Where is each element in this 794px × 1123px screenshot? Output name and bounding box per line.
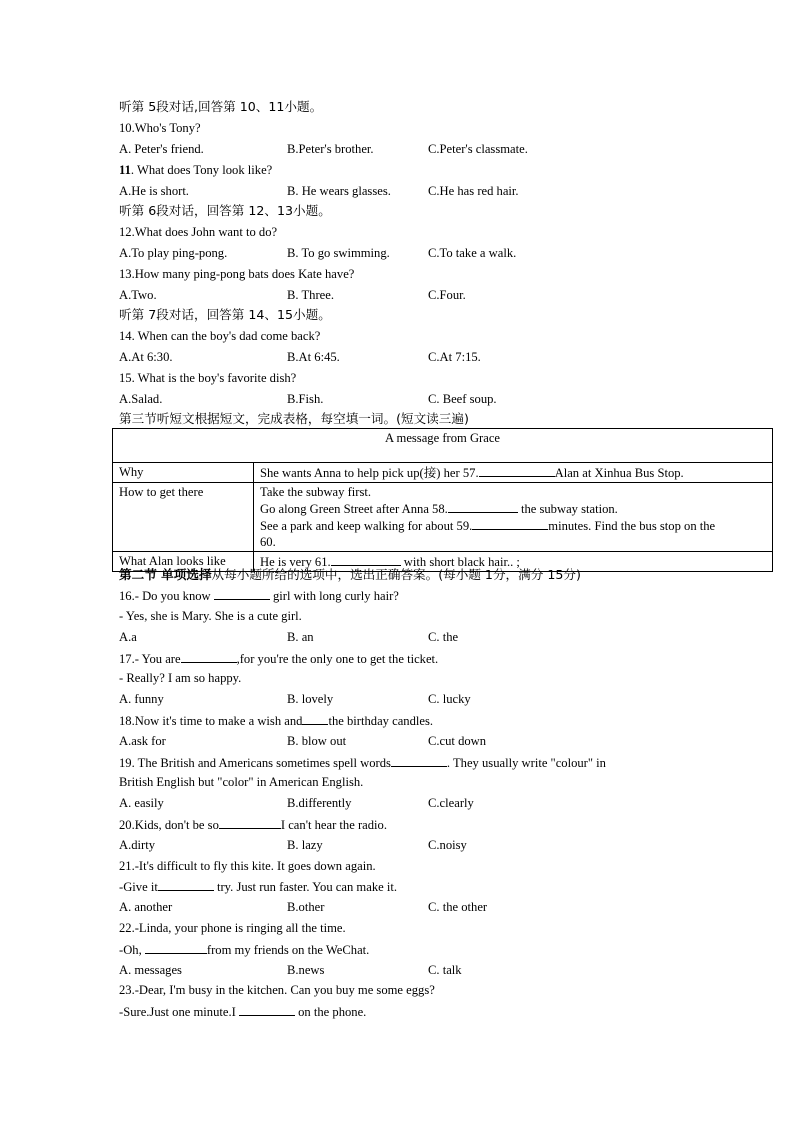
q19-option-a: A. easily [119,796,164,810]
q18-option-b: B. blow out [287,734,347,748]
q14-option-b: B.At 6:45. [287,350,340,364]
q15-option-b: B.Fish. [287,392,324,406]
how-line2-a: Go along Green Street after Anna 58. [260,502,448,516]
q22-option-b: B.news [287,963,325,977]
blank-58[interactable] [448,500,518,513]
q13-option-a: A.Two. [119,288,157,302]
why-text-b: Alan at Xinhua Bus Stop. [554,466,684,480]
blank-57[interactable] [479,464,555,477]
blank-61[interactable] [331,553,401,566]
q17-option-a: A. funny [119,692,164,706]
q17-option-c: C. lucky [428,692,471,706]
q22-question: 22.-Linda, your phone is ringing all the time. [119,921,346,935]
q10-option-a: A. Peter's friend. [119,142,204,156]
how-line3-a: See a park and keep walking for about 59. [260,519,473,533]
q22-reply-b: from my friends on the WeChat. [206,943,370,957]
q11-option-c: C.He has red hair. [428,184,519,198]
listen5-heading: 听第 5段对话,回答第 10、11小题。 [119,99,323,114]
looks-text-b: with short black hair.. ; [400,555,520,569]
how-line-1: Take the subway first. [260,485,372,499]
q23-reply-b: on the phone. [294,1005,367,1019]
section2-heading-bold: 第二节 单项选择 [119,567,212,582]
table-title: A message from Grace [113,429,773,463]
q21-question: 21.-It's difficult to fly this kite. It goes down again. [119,859,376,873]
q19-option-c: C.clearly [428,796,474,810]
blank-59[interactable] [472,517,548,530]
q23-reply [119,1003,366,1020]
q12-option-a: A.To play ping-pong. [119,246,228,260]
q19-question [119,754,606,771]
message-table [112,428,773,572]
q22-reply-a: -Oh, [119,943,145,957]
row-label-looks: What Alan looks like [113,552,254,572]
row-content-how [254,483,773,552]
q11-question [119,162,272,178]
q16-text-a: 16.- Do you know [119,589,214,603]
q21-option-a: A. another [119,900,173,914]
how-line3-b: minutes. Find the bus stop on the [548,519,716,533]
q19-question-cont: British English but "color" in American English. [119,775,364,789]
q16-option-a: A.a [119,630,137,644]
q13-option-b: B. Three. [287,288,334,302]
q23-question: 23.-Dear, I'm busy in the kitchen. Can you buy me some eggs? [119,983,435,997]
q18-option-a: A.ask for [119,734,166,748]
q19-blank[interactable] [391,754,447,767]
listen6-heading: 听第 6段对话，回答第 12、13小题。 [119,203,331,218]
q22-reply [119,941,369,958]
q17-reply: - Really? I am so happy. [119,671,242,685]
q21-reply-a: -Give it [119,880,158,894]
q21-reply [119,878,397,895]
table-row [113,483,773,552]
q21-option-c: C. the other [428,900,488,914]
q16-option-c: C. the [428,630,459,644]
q18-text-b: the birthday candles. [328,714,434,728]
row-content-why [254,463,773,483]
q17-question [119,650,438,667]
q20-text-b: I can't hear the radio. [280,818,387,832]
q11-text: . What does Tony look like? [130,163,273,177]
q13-question: 13.How many ping-pong bats does Kate have? [119,267,355,281]
section2-heading-rest: 从每小题所给的选项中，选出正确答案。(每小题 1分，满分 15分) [211,567,581,582]
q10-question: 10.Who's Tony? [119,121,201,135]
q16-text-b: girl with long curly hair? [269,589,399,603]
q12-question: 12.What does John want to do? [119,225,278,239]
q19-option-b: B.differently [287,796,352,810]
how-line-2 [260,500,766,517]
q19-text-a: 19. The British and Americans sometimes spell words [119,756,391,770]
q18-question [119,712,433,729]
q10-option-b: B.Peter's brother. [287,142,374,156]
q14-option-a: A.At 6:30. [119,350,173,364]
q18-text-a: 18.Now it's time to make a wish and [119,714,303,728]
q15-option-c: C. Beef soup. [428,392,497,406]
q17-option-b: B. lovely [287,692,334,706]
section2-heading [119,567,581,583]
q16-blank[interactable] [214,587,270,600]
q21-reply-b: try. Just run faster. You can make it. [213,880,397,894]
q17-text-a: 17.- You are [119,652,181,666]
q20-option-c: C.noisy [428,838,467,852]
why-text-a: She wants Anna to help pick up(接) her 57. [260,466,479,480]
how-line-3 [260,517,766,534]
q20-text-a: 20.Kids, don't be so [119,818,219,832]
q18-blank[interactable] [302,712,328,725]
q20-blank[interactable] [219,816,281,829]
q20-option-a: A.dirty [119,838,156,852]
how-line-4: 60. [260,535,276,549]
q11-option-a: A.He is short. [119,184,189,198]
q12-option-b: B. To go swimming. [287,246,390,260]
q11-option-b: B. He wears glasses. [287,184,391,198]
q14-question: 14. When can the boy's dad come back? [119,329,321,343]
q20-question [119,816,387,833]
q16-question [119,587,399,604]
table-row [113,429,773,463]
table-row [113,463,773,483]
q21-option-b: B.other [287,900,325,914]
how-line2-b: the subway station. [517,502,618,516]
looks-text-a: He is very 61. [260,555,331,569]
q16-reply: - Yes, she is Mary. She is a cute girl. [119,609,302,623]
q16-option-b: B. an [287,630,314,644]
q21-blank[interactable] [158,878,214,891]
section3-heading: 第三节听短文根据短文，完成表格，每空填一词。(短文读三遍) [119,411,469,426]
q23-blank[interactable] [239,1003,295,1016]
q22-option-c: C. talk [428,963,462,977]
q17-text-b: ,for you're the only one to get the ticket. [236,652,439,666]
q15-question: 15. What is the boy's favorite dish? [119,371,297,385]
q15-option-a: A.Salad. [119,392,163,406]
q13-option-c: C.Four. [428,288,466,302]
row-label-how: How to get there [113,483,254,552]
q23-reply-a: -Sure.Just one minute.I [119,1005,239,1019]
q22-blank[interactable] [145,941,207,954]
q10-option-c: C.Peter's classmate. [428,142,528,156]
q14-option-c: C.At 7:15. [428,350,481,364]
q20-option-b: B. lazy [287,838,323,852]
q12-option-c: C.To take a walk. [428,246,517,260]
listen7-heading: 听第 7段对话，回答第 14、15小题。 [119,307,331,322]
q18-option-c: C.cut down [428,734,487,748]
q22-option-a: A. messages [119,963,182,977]
q17-blank[interactable] [181,650,237,663]
q19-text-b: . They usually write "colour" in [446,756,606,770]
q11-number: 11 [119,163,131,177]
row-label-why: Why [113,463,254,483]
